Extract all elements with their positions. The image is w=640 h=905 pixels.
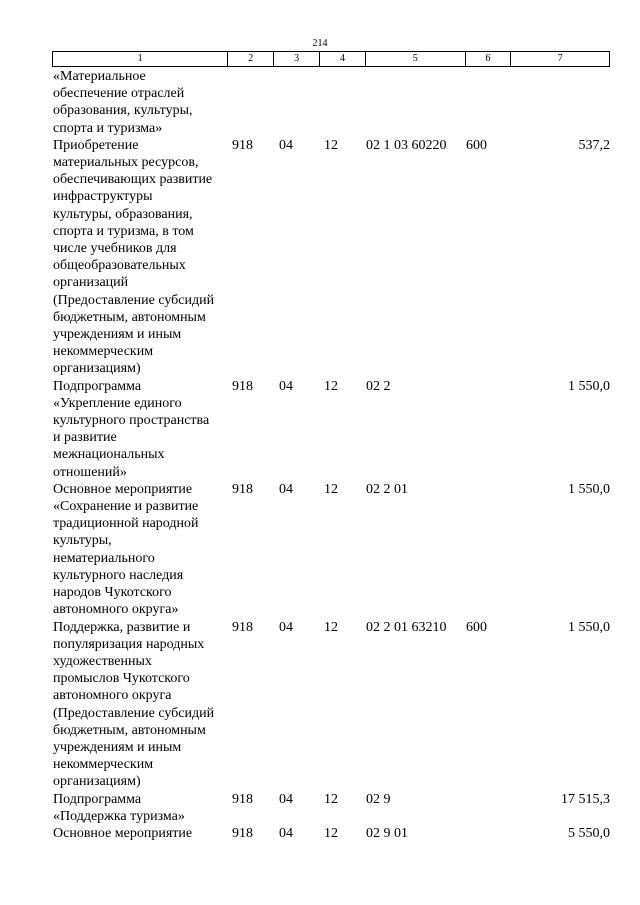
table-row: [52, 619, 610, 791]
row-subsection: 12: [324, 825, 338, 841]
row-name-line: культуры, образования,: [53, 206, 193, 222]
row-name-line: организациям): [53, 361, 141, 377]
table-row: [52, 791, 610, 825]
row-subsection: 12: [324, 137, 338, 153]
row-name-line: спорта и туризма, в том: [53, 223, 194, 239]
row-name-line: культуры,: [53, 533, 112, 549]
row-subsection: 12: [324, 481, 338, 497]
row-name-line: нематериального: [53, 550, 155, 566]
row-subsection: [320, 68, 366, 137]
row-name-line: учреждениям и иным: [53, 739, 182, 755]
row-name-line: бюджетным, автономным: [53, 722, 206, 738]
row-target-article: 02 1 03 60220: [366, 137, 447, 153]
row-name-line: межнациональных: [53, 447, 165, 463]
row-name-line: бюджетным, автономным: [53, 309, 206, 325]
row-expense-type: [466, 481, 512, 619]
row-name-line: обеспечение отраслей: [53, 86, 185, 102]
row-name-line: Подпрограмма: [53, 791, 142, 807]
row-name-line: материальных ресурсов,: [53, 155, 199, 171]
row-subsection: 12: [324, 378, 338, 394]
row-name-line: Поддержка, развитие и: [53, 619, 191, 635]
row-target-article: 02 2: [366, 378, 391, 394]
row-expense-type: [466, 378, 512, 481]
row-name: [52, 68, 228, 137]
row-ministry-code: 918: [232, 378, 253, 394]
row-name-line: автономного округа»: [53, 602, 179, 618]
row-section: 04: [279, 619, 293, 635]
row-name-line: культурного пространства: [53, 413, 210, 429]
row-section: 04: [279, 481, 293, 497]
row-name: [52, 481, 228, 619]
table-row: [52, 481, 610, 619]
row-name-line: традиционной народной: [53, 516, 199, 532]
header-col-3: 3: [274, 52, 320, 66]
row-expense-type: [466, 791, 512, 825]
row-name-line: учреждениям и иным: [53, 327, 182, 343]
row-name-line: организациям): [53, 774, 141, 790]
row-section: 04: [279, 137, 293, 153]
row-name-line: культурного наследия: [53, 567, 184, 583]
row-name: [52, 825, 228, 842]
row-section: [274, 68, 320, 137]
row-target-article: 02 2 01 63210: [366, 619, 447, 635]
header-col-7: 7: [557, 53, 563, 64]
row-name-line: Подпрограмма: [53, 378, 142, 394]
row-amount: 537,2: [578, 137, 610, 153]
row-expense-type: [466, 825, 512, 842]
row-name-line: и развитие: [53, 430, 117, 446]
row-name-line: «Материальное: [53, 69, 146, 84]
row-ministry-code: 918: [232, 791, 253, 807]
row-name-line: некоммерческим: [53, 344, 154, 360]
row-amount: [512, 68, 610, 137]
table-row: [52, 378, 610, 481]
table-body: [52, 68, 610, 842]
header-col-4: 4: [320, 52, 366, 66]
page-number: 214: [312, 38, 328, 49]
row-ministry-code: 918: [232, 619, 253, 635]
header-col-5: 5: [366, 52, 466, 66]
row-name-line: «Поддержка туризма»: [53, 808, 185, 824]
row-target-article: 02 9 01: [366, 825, 408, 841]
row-name-line: инфраструктуры: [53, 189, 153, 205]
row-amount: 5 550,0: [568, 825, 610, 841]
row-name-line: народов Чукотского: [53, 585, 172, 601]
row-name-line: общеобразовательных: [53, 258, 186, 274]
row-name-line: отношений»: [53, 464, 127, 480]
row-name: [52, 619, 228, 791]
row-name: [52, 791, 228, 825]
row-amount: 1 550,0: [568, 378, 610, 394]
row-ministry-code: 918: [232, 481, 253, 497]
table-row: [52, 825, 610, 842]
row-name: [52, 378, 228, 481]
row-target-article: 02 9: [366, 791, 391, 807]
row-name-line: художественных: [53, 653, 152, 669]
row-ministry-code: [228, 68, 274, 137]
table-row: [52, 68, 610, 137]
row-name-line: организаций: [53, 275, 129, 291]
header-col-1: 1: [53, 52, 228, 66]
row-amount: 1 550,0: [568, 619, 610, 635]
table-header: [52, 51, 610, 67]
row-ministry-code: 918: [232, 137, 253, 153]
row-name: [52, 137, 228, 378]
row-name-line: (Предоставление субсидий: [53, 705, 215, 721]
row-section: 04: [279, 378, 293, 394]
row-name-line: промыслов Чукотского: [53, 671, 190, 687]
row-target-article: [366, 68, 466, 137]
row-name-line: образования, культуры,: [53, 103, 193, 119]
row-subsection: 12: [324, 791, 338, 807]
row-name-line: обеспечивающих развитие: [53, 172, 213, 188]
row-name-line: популяризация народных: [53, 636, 205, 652]
header-col-2: 2: [228, 52, 274, 66]
row-expense-type: 600: [466, 619, 487, 635]
row-name-line: «Укрепление единого: [53, 395, 182, 411]
row-name-line: числе учебников для: [53, 241, 177, 257]
row-name-line: «Сохранение и развитие: [53, 499, 199, 515]
row-subsection: 12: [324, 619, 338, 635]
row-name-line: Приобретение: [53, 137, 139, 153]
row-name-line: автономного округа: [53, 688, 172, 704]
row-section: 04: [279, 791, 293, 807]
row-name-line: (Предоставление субсидий: [53, 292, 215, 308]
row-target-article: 02 2 01: [366, 481, 408, 497]
row-ministry-code: 918: [232, 825, 253, 841]
row-name-line: Основное мероприятие: [53, 825, 193, 841]
row-name-line: спорта и туризма»: [53, 120, 163, 136]
row-name-line: Основное мероприятие: [53, 481, 193, 497]
row-amount: 1 550,0: [568, 481, 610, 497]
table-row: [52, 137, 610, 378]
row-expense-type: 600: [466, 137, 487, 153]
row-amount: 17 515,3: [561, 791, 610, 807]
header-col-6: 6: [466, 52, 512, 66]
row-expense-type: [466, 68, 512, 137]
row-name-line: некоммерческим: [53, 757, 154, 773]
row-section: 04: [279, 825, 293, 841]
